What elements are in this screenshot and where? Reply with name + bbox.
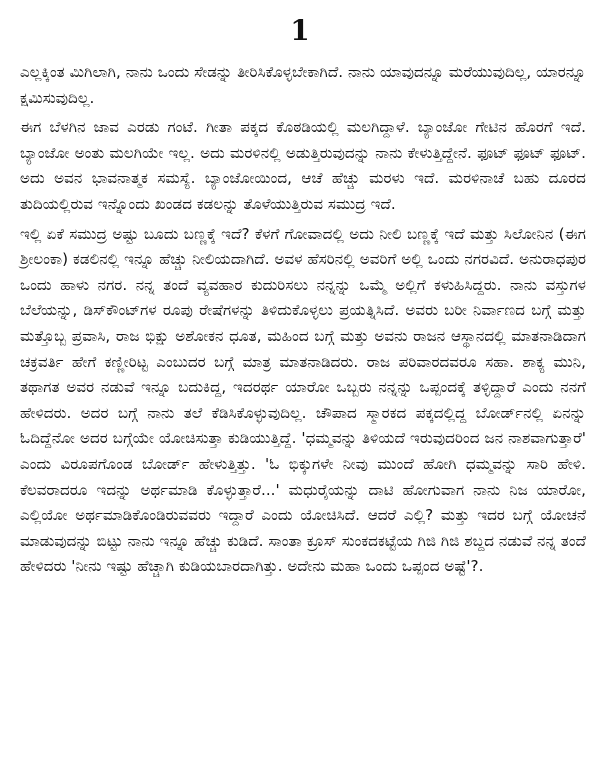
paragraph-3: ಇಲ್ಲಿ ಏಕೆ ಸಮುದ್ರ ಅಷ್ಟು ಬೂದು ಬಣ್ಣಕ್ಕೆ ಇದೆ? ಕೆಳಗೆ ಗೋವಾದಲ್ಲಿ ಅದು ನೀಲಿ ಬಣ್ಣಕ್ಕೆ ಇದೆ ಮತ್ತು ಸಿಲೋನಿನ (ಈಗ ಶ್ರೀಲಂಕಾ) ಕಡಲಿನಲ್ಲಿ ಇನ್ನೂ ಹೆಚ್ಚು ನೀಲಿಯದಾಗಿದೆ. ಅವಳ ಹೆಸರಿನಲ್ಲಿ ಅವರಿಗೆ ಅಲ್ಲಿ ಒಂದು ನಗರವಿದೆ. ಅನುರಾಧಪುರ ಒಂದು ಹಾಳು ನಗರ. ನನ್ನ ತಂದೆ ವ್ಯವಹಾರ ಕುದುರಿಸಲು ನನ್ನನ್ನು ಒಮ್ಮೆ ಅಲ್ಲಿಗೆ ಕಳುಹಿಸಿದ್ದರು. ನಾನು ವಸ್ತುಗಳ ಬೆಲೆಯನ್ನು, ಡಿಸ್‌ಕೌಂಟ್‌ಗಳ ರೂಪು ರೇಷೆಗಳನ್ನು ತಿಳಿದುಕೊಳ್ಳಲು ಪ್ರಯತ್ನಿಸಿದೆ. ಅವರು ಬರೀ ನಿರ್ವಾಣದ ಬಗ್ಗೆ ಮತ್ತು ಮತ್ತೊಬ್ಬ ಪ್ರವಾಸಿ, ರಾಜ ಭಿಕ್ಷು ಅಶೋಕನ ಧೂತ, ಮಹಿಂದ ಬಗ್ಗೆ ಮತ್ತು ಅವನು ರಾಜನ ಆಸ್ಥಾನದಲ್ಲಿ ಮಾತನಾಡಿದಾಗ ಚಕ್ರವರ್ತಿ ಹೇಗೆ ಕಣ್ಣೀರಿಟ್ಟ ಎಂಬುದರ ಬಗ್ಗೆ ಮಾತ್ರ ಮಾತನಾಡಿದರು. ರಾಜ ಪರಿವಾರದವರೂ ಸಹಾ. ಶಾಕ್ಯ ಮುನಿ, ತಥಾಗತ ಅವರ ನಡುವೆ ಇನ್ನೂ ಬದುಕಿದ್ದ, ಇದರರ್ಥ ಯಾರೋ ಒಬ್ಬರು ನನ್ನನ್ನು ಒಪ್ಪಂದಕ್ಕೆ ತಳ್ಳಿದ್ದಾರೆ ಎಂದು ನನಗೆ ಹೇಳಿದರು. ಅದರ ಬಗ್ಗೆ ನಾನು ತಲೆ ಕೆಡಿಸಿಕೊಳ್ಳುವುದಿಲ್ಲ. ಚೌಪಾದ ಸ್ಮಾರಕದ ಪಕ್ಕದಲ್ಲಿದ್ದ ಬೋರ್ಡ್‌ನಲ್ಲಿ ಏನನ್ನು ಓದಿದ್ದೆನೋ ಅದರ ಬಗ್ಗೆಯೇ ಯೋಚಿಸುತ್ತಾ ಕುಡಿಯುತ್ತಿದ್ದೆ. 'ಧಮ್ಮವನ್ನು ತಿಳಿಯದೆ ಇರುವುದರಿಂದ ಜನ ನಾಶವಾಗುತ್ತಾರೆ' ಎಂದು ವಿರೂಪಗೊಂಡ ಬೋರ್ಡ್ ಹೇಳುತ್ತಿತ್ತು. 'ಓ ಭಿಕ್ಕುಗಳೇ ನೀವು ಮುಂದೆ ಹೋಗಿ ಧಮ್ಮವನ್ನು ಸಾರಿ ಹೇಳಿ. ಕೆಲವರಾದರೂ ಇದನ್ನು ಅರ್ಥಮಾಡಿ ಕೊಳ್ಳುತ್ತಾರೆ...' ಮಧುರೈಯನ್ನು ದಾಟಿ ಹೋಗುವಾಗ ನಾನು ನಿಜ ಯಾರೋ, ಎಲ್ಲಿಯೋ ಅರ್ಥಮಾಡಿಕೊಂಡಿರುವವರು ಇದ್ದಾರೆ ಎಂದು ಯೋಚಿಸಿದೆ. ಆದರೆ ಎಲ್ಲಿ? ಮತ್ತು ಇದರ ಬಗ್ಗೆ ಯೋಚನೆ ಮಾಡುವುದನ್ನು ಬಿಟ್ಟು ನಾನು ಇನ್ನೂ ಹೆಚ್ಚು ಕುಡಿದೆ. ಸಾಂತಾ ಕ್ರೂಸ್ ಸುಂಕದಕಟ್ಟೆಯ ಗಿಜಿ ಗಿಜಿ ಶಬ್ದದ ನಡುವೆ ನನ್ನ ತಂದೆ ಹೇಳಿದರು 'ನೀನು ಇಷ್ಟು ಹೆಚ್ಚಾಗಿ ಕುಡಿಯಬಾರದಾಗಿತ್ತು. ಅದೇನು ಮಹಾ ಒಂದು ಒಪ್ಪಂದ ಅಷ್ಟೆ'?. — [20, 224, 586, 576]
page-number: 1 — [290, 14, 310, 47]
text-body — [20, 60, 586, 584]
paragraph-2: ಈಗ ಬೆಳಗಿನ ಜಾವ ಎರಡು ಗಂಟೆ. ಗೀತಾ ಪಕ್ಕದ ಕೊಠಡಿಯಲ್ಲಿ ಮಲಗಿದ್ದಾಳೆ. ಬ್ಯಾಂಜೋ ಗೇಟಿನ ಹೊರಗೆ ಇದೆ. ಬ್ಯಾಂಜೋ ಅಂತು ಮಲಗಿಯೇ ಇಲ್ಲ. ಅದು ಮರಳಿನಲ್ಲಿ ಅಡುತ್ತಿರುವುದನ್ನು ನಾನು ಕೇಳುತ್ತಿದ್ದೇನೆ. ಫೂಟ್ ಫೂಟ್ ಫೂಟ್. ಅದು ಅವನ ಭಾವನಾತ್ಮಕ ಸಮಸ್ಯೆ. ಬ್ಯಾಂಜೋಯಿಂದ, ಆಚೆ ಹೆಚ್ಚು ಮರಳು ಇದೆ. ಮರಳಿನಾಚೆ ಬಹು ದೂರದ ತುದಿಯಲ್ಲಿರುವ ಇನ್ನೊಂದು ಖಂಡದ ಕಡಲನ್ನು ತೊಳೆಯುತ್ತಿರುವ ಸಮುದ್ರ ಇದೆ. — [20, 118, 586, 213]
paragraph-1: ಎಲ್ಲಕ್ಕಿಂತ ಮಿಗಿಲಾಗಿ, ನಾನು ಒಂದು ಸೇಡನ್ನು ತೀರಿಸಿಕೊಳ್ಳಬೇಕಾಗಿದೆ. ನಾನು ಯಾವುದನ್ನೂ ಮರೆಯುವುದಿಲ್ಲ, ಯಾರನ್ನೂ ಕ್ಷಮಿಸುವುದಿಲ್ಲ. — [20, 63, 586, 107]
